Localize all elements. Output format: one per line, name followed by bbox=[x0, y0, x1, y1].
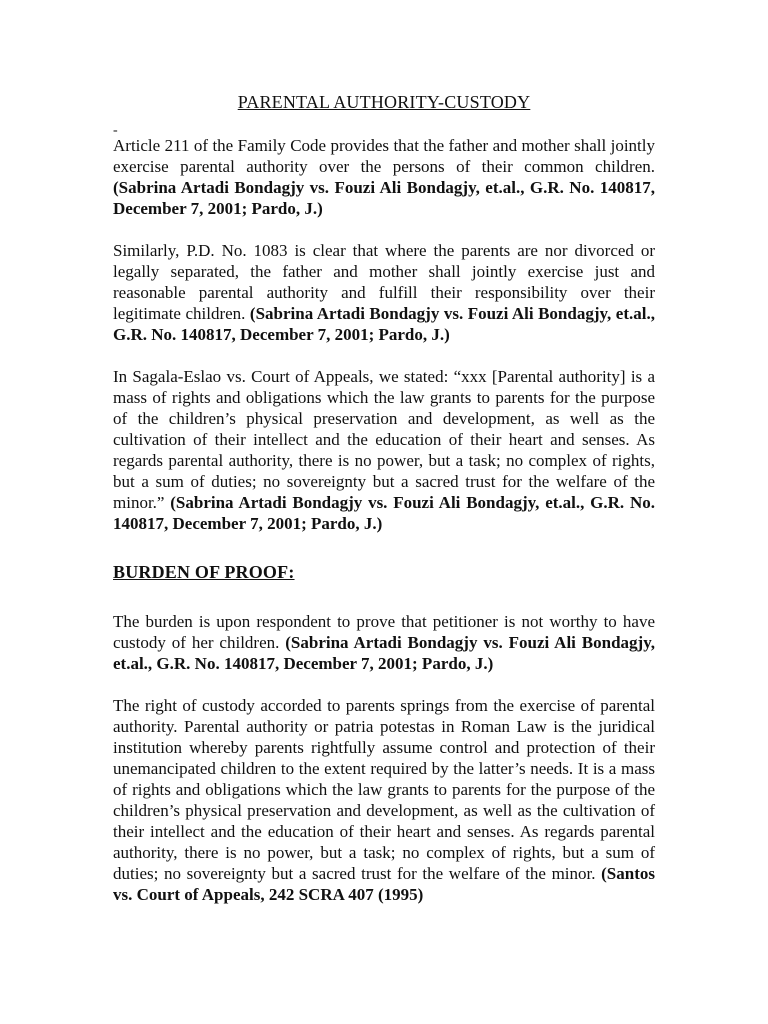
dash-mark: - bbox=[113, 123, 118, 138]
paragraph-text: Article 211 of the Family Code provides that the father and mother shall jointly exercise parental authority over the persons of their common children. bbox=[113, 136, 655, 176]
case-citation: (Sabrina Artadi Bondagjy vs. Fouzi Ali Bondagjy, et.al., G.R. No. 140817, December 7, 2001; Pardo, J.) bbox=[113, 178, 655, 218]
paragraph-sagala-eslao bbox=[113, 366, 655, 534]
paragraph-text: The right of custody accorded to parents springs from the exercise of parental authority. Parental authority or patria potestas in Roman Law is the juridical institution whereby parents rightfully assume control and protection of their unemancipated children to the extent required by the latter’s needs. It is a mass of rights and obligations which the law grants to parents for the purpose of the children’s physical preservation and development, as well as the cultivation of their intellect and the education of their heart and senses. As regards parental authority, there is no power, but a task; no complex of rights, but a sum of duties; no sovereignty but a sacred trust for the welfare of the minor. bbox=[113, 696, 655, 883]
paragraph-gap bbox=[113, 219, 655, 240]
document-title: PARENTAL AUTHORITY-CUSTODY bbox=[237, 92, 531, 112]
paragraph-gap bbox=[113, 674, 655, 695]
section-gap bbox=[113, 534, 655, 562]
paragraph-pd-1083 bbox=[113, 240, 655, 345]
paragraph-burden bbox=[113, 611, 655, 674]
case-citation: (Sabrina Artadi Bondagjy vs. Fouzi Ali Bondagjy, et.al., G.R. No. 140817, December 7, 2001; Pardo, J.) bbox=[113, 493, 655, 533]
paragraph-text: Similarly, P.D. No. 1083 is clear that where the parents are nor divorced or legally separated, the father and mother shall jointly exercise just and reasonable parental authority and fulfill their responsibility over their legitimate children. bbox=[113, 241, 655, 323]
paragraph-gap bbox=[113, 345, 655, 366]
case-citation: (Sabrina Artadi Bondagjy vs. Fouzi Ali Bondagjy, et.al., G.R. No. 140817, December 7, 2001; Pardo, J.) bbox=[113, 304, 655, 344]
case-citation: (Santos vs. Court of Appeals, 242 SCRA 407 (1995) bbox=[113, 864, 655, 904]
paragraph-text: The burden is upon respondent to prove that petitioner is not worthy to have custody of her children. bbox=[113, 612, 655, 652]
section-heading-burden-of-proof: BURDEN OF PROOF: bbox=[113, 562, 295, 582]
paragraph-text: In Sagala-Eslao vs. Court of Appeals, we stated: “xxx [Parental authority] is a mass of rights and obligations which the law grants to parents for the purpose of the children’s physical preservation and development, as well as the cultivation of their intellect and the education of their heart and senses. As regards parental authority, there is no power, but a task; no complex of rights, but a sum of duties; no sovereignty but a sacred trust for the welfare of the minor.” bbox=[113, 367, 655, 512]
case-citation: (Sabrina Artadi Bondagjy vs. Fouzi Ali Bondagjy, et.al., G.R. No. 140817, December 7, 2001; Pardo, J.) bbox=[113, 633, 656, 673]
paragraph-article-211 bbox=[113, 135, 655, 219]
section-gap bbox=[113, 583, 655, 611]
paragraph-right-of-custody bbox=[113, 695, 655, 905]
